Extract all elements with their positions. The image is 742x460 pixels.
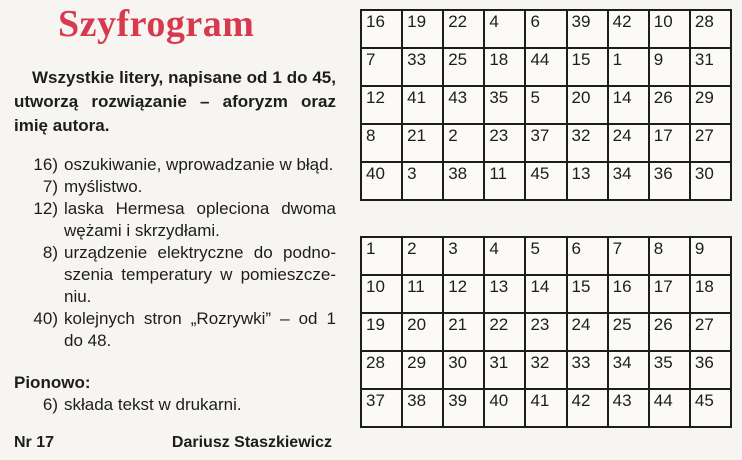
answer-cell[interactable]: 19 <box>361 313 402 351</box>
cipher-cell[interactable]: 45 <box>525 162 566 200</box>
clues-down-section <box>14 372 336 416</box>
cipher-cell[interactable]: 25 <box>443 48 484 86</box>
answer-cell[interactable]: 4 <box>484 237 525 275</box>
footer <box>14 434 332 452</box>
cipher-cell[interactable]: 27 <box>690 124 731 162</box>
cipher-cell[interactable]: 7 <box>361 48 402 86</box>
answer-cell[interactable]: 26 <box>649 313 690 351</box>
answer-cell[interactable]: 18 <box>690 275 731 313</box>
grid-row <box>361 124 731 162</box>
cipher-cell[interactable]: 38 <box>443 162 484 200</box>
cipher-cell[interactable]: 40 <box>361 162 402 200</box>
answer-cell[interactable]: 29 <box>402 351 443 389</box>
clue-number: 16) <box>33 155 58 174</box>
cipher-cell[interactable]: 1 <box>608 48 649 86</box>
answer-cell[interactable]: 25 <box>608 313 649 351</box>
instructions: Wszystkie litery, napisane od 1 do 45, utworzą rozwiązanie – aforyzm oraz imię autora. <box>14 68 336 135</box>
cipher-cell[interactable]: 37 <box>525 124 566 162</box>
cipher-cell[interactable]: 26 <box>649 86 690 124</box>
cipher-cell[interactable]: 2 <box>443 124 484 162</box>
answer-cell[interactable]: 30 <box>443 351 484 389</box>
answer-cell[interactable]: 43 <box>608 389 649 427</box>
cipher-cell[interactable]: 43 <box>443 86 484 124</box>
answer-cell[interactable]: 34 <box>608 351 649 389</box>
clue-text: laska Hermesa opleciona dwoma wężami i skrzydłami. <box>64 199 336 240</box>
cipher-cell[interactable]: 23 <box>484 124 525 162</box>
clue-item <box>14 198 336 242</box>
clue-item <box>14 394 336 416</box>
grid-row <box>361 86 731 124</box>
answer-cell[interactable]: 11 <box>402 275 443 313</box>
answer-cell[interactable]: 38 <box>402 389 443 427</box>
answer-cell[interactable]: 15 <box>567 275 608 313</box>
cipher-cell[interactable]: 5 <box>525 86 566 124</box>
answer-cell[interactable]: 27 <box>690 313 731 351</box>
answer-cell[interactable]: 36 <box>690 351 731 389</box>
grid-row <box>361 351 731 389</box>
answer-cell[interactable]: 44 <box>649 389 690 427</box>
cipher-cell[interactable]: 29 <box>690 86 731 124</box>
grid-row <box>361 313 731 351</box>
cipher-cell[interactable]: 24 <box>608 124 649 162</box>
answer-grid <box>360 236 732 428</box>
cipher-cell[interactable]: 30 <box>690 162 731 200</box>
cipher-cell[interactable]: 28 <box>690 10 731 48</box>
cipher-cell[interactable]: 19 <box>402 10 443 48</box>
answer-cell[interactable]: 28 <box>361 351 402 389</box>
cipher-cell[interactable]: 6 <box>525 10 566 48</box>
answer-cell[interactable]: 24 <box>567 313 608 351</box>
cipher-cell[interactable]: 32 <box>567 124 608 162</box>
answer-cell[interactable]: 12 <box>443 275 484 313</box>
answer-cell[interactable]: 17 <box>649 275 690 313</box>
answer-cell[interactable]: 20 <box>402 313 443 351</box>
cipher-cell[interactable]: 13 <box>567 162 608 200</box>
cipher-cell[interactable]: 44 <box>525 48 566 86</box>
answer-cell[interactable]: 35 <box>649 351 690 389</box>
cipher-cell[interactable]: 21 <box>402 124 443 162</box>
answer-cell[interactable]: 9 <box>690 237 731 275</box>
cipher-cell[interactable]: 36 <box>649 162 690 200</box>
answer-cell[interactable]: 1 <box>361 237 402 275</box>
answer-cell[interactable]: 13 <box>484 275 525 313</box>
clue-text: oszukiwanie, wprowadzanie w błąd. <box>64 155 334 174</box>
clues-down <box>14 394 336 416</box>
grid-row <box>361 162 731 200</box>
grid-row <box>361 237 731 275</box>
grid-row <box>361 10 731 48</box>
answer-cell[interactable]: 33 <box>567 351 608 389</box>
answer-cell[interactable]: 3 <box>443 237 484 275</box>
cipher-cell[interactable]: 4 <box>484 10 525 48</box>
answer-cell[interactable]: 2 <box>402 237 443 275</box>
cipher-cell[interactable]: 15 <box>567 48 608 86</box>
cipher-cell[interactable]: 17 <box>649 124 690 162</box>
clue-item <box>14 242 336 308</box>
cipher-cell[interactable]: 10 <box>649 10 690 48</box>
answer-cell[interactable]: 10 <box>361 275 402 313</box>
answer-cell[interactable]: 7 <box>608 237 649 275</box>
clue-number: 12) <box>33 199 58 218</box>
answer-cell[interactable]: 21 <box>443 313 484 351</box>
cipher-cell[interactable]: 39 <box>567 10 608 48</box>
cipher-cell[interactable]: 34 <box>608 162 649 200</box>
cipher-cell[interactable]: 12 <box>361 86 402 124</box>
cipher-cell[interactable]: 35 <box>484 86 525 124</box>
clue-number: 8) <box>42 243 58 262</box>
puzzle-title: Szyfrogram <box>58 3 255 45</box>
clue-number: 40) <box>33 309 58 328</box>
answer-cell[interactable]: 39 <box>443 389 484 427</box>
cipher-cell[interactable]: 9 <box>649 48 690 86</box>
cipher-cell[interactable]: 42 <box>608 10 649 48</box>
answer-cell[interactable]: 42 <box>567 389 608 427</box>
clue-item <box>14 308 336 352</box>
cipher-grid <box>360 9 732 201</box>
answer-cell[interactable]: 5 <box>525 237 566 275</box>
clue-item <box>14 154 336 176</box>
clue-text: urządzenie elektryczne do podno-szenia temperatury w pomieszcze-niu. <box>64 243 336 306</box>
clues-across <box>14 154 336 352</box>
cipher-cell[interactable]: 20 <box>567 86 608 124</box>
cipher-cell[interactable]: 11 <box>484 162 525 200</box>
answer-cell[interactable]: 41 <box>525 389 566 427</box>
answer-cell[interactable]: 6 <box>567 237 608 275</box>
grid-row <box>361 275 731 313</box>
cipher-cell[interactable]: 14 <box>608 86 649 124</box>
answer-cell[interactable]: 8 <box>649 237 690 275</box>
answer-cell[interactable]: 31 <box>484 351 525 389</box>
answer-cell[interactable]: 40 <box>484 389 525 427</box>
cipher-cell[interactable]: 3 <box>402 162 443 200</box>
cipher-cell[interactable]: 33 <box>402 48 443 86</box>
clue-text: składa tekst w drukarni. <box>64 395 242 414</box>
grid-row <box>361 48 731 86</box>
answer-cell[interactable]: 32 <box>525 351 566 389</box>
grid-row <box>361 389 731 427</box>
answer-cell[interactable]: 16 <box>608 275 649 313</box>
cipher-cell[interactable]: 22 <box>443 10 484 48</box>
cipher-cell[interactable]: 18 <box>484 48 525 86</box>
down-heading: Pionowo: <box>14 373 91 392</box>
answer-cell[interactable]: 14 <box>525 275 566 313</box>
cipher-cell[interactable]: 8 <box>361 124 402 162</box>
answer-cell[interactable]: 23 <box>525 313 566 351</box>
author-name: Dariusz Staszkiewicz <box>171 434 332 451</box>
answer-cell[interactable]: 45 <box>690 389 731 427</box>
clue-text: myślistwo. <box>64 177 143 196</box>
cipher-cell[interactable]: 16 <box>361 10 402 48</box>
answer-cell[interactable]: 37 <box>361 389 402 427</box>
answer-cell[interactable]: 22 <box>484 313 525 351</box>
clue-text: kolejnych stron „Rozrywki” – od 1 do 48. <box>64 309 336 350</box>
cipher-cell[interactable]: 41 <box>402 86 443 124</box>
cipher-cell[interactable]: 31 <box>690 48 731 86</box>
issue-number: Nr 17 <box>14 434 55 451</box>
clue-item <box>14 176 336 198</box>
clue-number: 7) <box>42 177 58 196</box>
clue-number: 6) <box>42 395 58 414</box>
